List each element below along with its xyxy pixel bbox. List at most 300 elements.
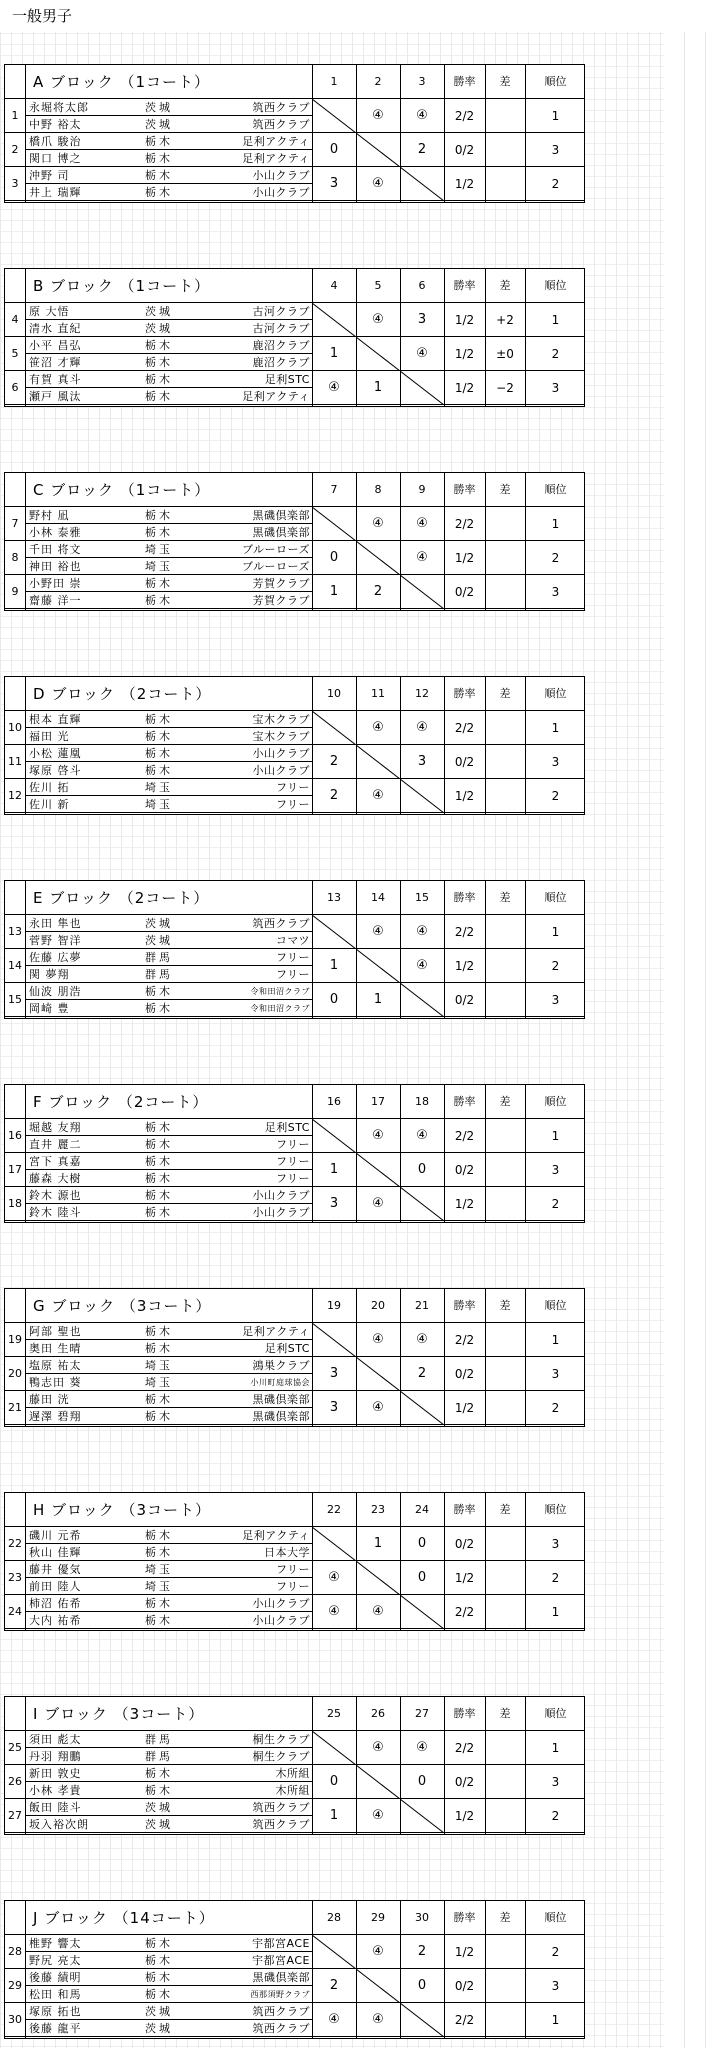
player-prefecture: 埼玉	[145, 1359, 173, 1372]
player-club: 小山クラブ	[252, 764, 310, 777]
win-rate-header: 勝率	[453, 687, 476, 700]
win-rate: 1/2	[454, 381, 475, 395]
player-name: 中野 裕太	[29, 118, 82, 131]
rank: 1	[551, 1129, 560, 1143]
player-name: 関口 博之	[29, 152, 82, 165]
pair-row	[5, 745, 584, 779]
player-prefecture: 栃木	[145, 356, 173, 369]
block-table	[4, 472, 585, 611]
player-name: 飯田 陸斗	[29, 1801, 82, 1814]
win-rate: 1/2	[454, 1401, 475, 1415]
rank: 3	[551, 1367, 560, 1381]
player-name: 菅野 智洋	[29, 934, 82, 947]
player-club: 小山クラブ	[252, 186, 310, 199]
point-diff	[485, 1799, 525, 1833]
diagonal-line	[400, 779, 444, 813]
diagonal-line	[312, 1527, 356, 1561]
player-prefecture: 埼玉	[145, 1563, 173, 1576]
win-rate: 1/2	[454, 959, 475, 973]
block-header	[5, 1085, 584, 1119]
player-name: 岡崎 豊	[29, 1002, 70, 1015]
match-score: ④	[416, 1128, 428, 1143]
player-club: 木所組	[275, 1767, 310, 1780]
point-diff: −2	[496, 381, 514, 395]
player-prefecture: 栃木	[145, 985, 173, 998]
rank-header: 順位	[544, 1707, 567, 1720]
player-prefecture: 茨城	[145, 118, 173, 131]
player-club: 宝木クラブ	[252, 730, 310, 743]
match-score: ④	[372, 1944, 384, 1959]
self-match-diagonal	[312, 303, 356, 337]
point-diff	[485, 1391, 525, 1425]
self-match-diagonal	[400, 1595, 444, 1629]
self-match-diagonal	[312, 915, 356, 949]
pair-row	[5, 1153, 584, 1187]
win-rate: 2/2	[454, 1741, 475, 1755]
player-prefecture: 埼玉	[145, 781, 173, 794]
opponent-col-header: 15	[415, 891, 429, 904]
point-diff	[485, 1595, 525, 1629]
block-name: G ブロック （3コート）	[33, 1297, 212, 1315]
pair-number: 10	[8, 721, 22, 734]
player-name: 宮下 真嘉	[29, 1155, 82, 1168]
opponent-col-header: 22	[327, 1503, 341, 1516]
rank-header: 順位	[544, 483, 567, 496]
block-name: H ブロック （3コート）	[33, 1501, 212, 1519]
point-diff	[485, 575, 525, 609]
match-score: ④	[328, 2012, 340, 2027]
self-match-diagonal	[400, 983, 444, 1017]
match-score: ④	[372, 108, 384, 123]
rank-header: 順位	[544, 1095, 567, 1108]
match-score: 3	[417, 312, 427, 327]
rank: 2	[551, 1945, 560, 1959]
diagonal-line	[312, 99, 356, 133]
player-club: 桐生クラブ	[252, 1750, 310, 1763]
player-name: 藤森 大樹	[29, 1172, 82, 1185]
player-club: 小山クラブ	[252, 1206, 310, 1219]
diagonal-line	[356, 1765, 400, 1799]
player-name: 後藤 龍平	[29, 2022, 82, 2035]
pair-number: 9	[11, 585, 19, 598]
player-name: 佐藤 広夢	[29, 951, 82, 964]
win-rate: 2/2	[454, 1333, 475, 1347]
diagonal-line	[312, 303, 356, 337]
pair-number: 24	[8, 1605, 22, 1618]
point-diff	[485, 1323, 525, 1357]
block-table	[4, 1492, 585, 1631]
match-score: ④	[372, 720, 384, 735]
pair-number: 17	[8, 1163, 22, 1176]
player-prefecture: 群馬	[145, 1750, 173, 1763]
win-rate-header: 勝率	[453, 1503, 476, 1516]
player-name: 福田 光	[29, 730, 70, 743]
pair-number: 28	[8, 1945, 22, 1958]
player-name: 根本 直輝	[29, 713, 82, 726]
player-name: 佐川 新	[29, 798, 70, 811]
pair-number: 16	[8, 1129, 22, 1142]
rank: 1	[551, 1605, 560, 1619]
pair-number: 21	[8, 1401, 22, 1414]
player-club: ブルーローズ	[241, 560, 310, 573]
diagonal-line	[356, 337, 400, 371]
self-match-diagonal	[312, 1731, 356, 1765]
pair-row	[5, 1595, 584, 1629]
player-club: 筑西クラブ	[252, 118, 310, 131]
diagonal-line	[312, 507, 356, 541]
diagonal-line	[400, 371, 444, 405]
diagonal-line	[356, 1357, 400, 1391]
match-score: ④	[328, 1604, 340, 1619]
player-name: 永堀将太郎	[29, 101, 89, 114]
diagonal-line	[312, 915, 356, 949]
match-score: ④	[328, 1570, 340, 1585]
win-rate: 1/2	[454, 313, 475, 327]
pair-row	[5, 2003, 584, 2037]
player-club: フリー	[275, 1155, 310, 1168]
match-score: 1	[329, 958, 339, 973]
match-score: ④	[328, 380, 340, 395]
player-name: 瀬戸 風汰	[29, 390, 82, 403]
player-prefecture: 栃木	[145, 526, 173, 539]
player-club: 鹿沼クラブ	[252, 356, 310, 369]
player-name: 磯川 元希	[29, 1529, 82, 1542]
opponent-col-header: 14	[371, 891, 385, 904]
opponent-col-header: 17	[371, 1095, 385, 1108]
opponent-col-header: 20	[371, 1299, 385, 1312]
player-prefecture: 栃木	[145, 1138, 173, 1151]
diagonal-line	[400, 2003, 444, 2037]
self-match-diagonal	[356, 1969, 400, 2003]
player-club: 黒磯倶楽部	[252, 1971, 310, 1984]
point-diff	[485, 1527, 525, 1561]
match-score: 0	[329, 142, 339, 157]
player-club: 黒磯倶楽部	[252, 526, 310, 539]
pair-number: 13	[8, 925, 22, 938]
block-name: A ブロック （1コート）	[33, 73, 211, 91]
player-prefecture: 栃木	[145, 1988, 173, 2001]
player-club: 木所組	[275, 1784, 310, 1797]
rank: 1	[551, 2013, 560, 2027]
pair-number: 15	[8, 993, 22, 1006]
player-club: 芳賀クラブ	[252, 594, 310, 607]
self-match-diagonal	[312, 1935, 356, 1969]
player-prefecture: 茨城	[145, 1818, 173, 1831]
match-score: 0	[417, 1570, 427, 1585]
player-name: 神田 裕也	[29, 560, 82, 573]
opponent-col-header: 1	[330, 75, 338, 88]
pair-number: 30	[8, 2013, 22, 2026]
block-header	[5, 65, 584, 99]
player-club: コマツ	[275, 934, 310, 947]
pair-row	[5, 1969, 584, 2003]
player-club: 鹿沼クラブ	[252, 339, 310, 352]
self-match-diagonal	[356, 1561, 400, 1595]
player-name: 小林 泰雅	[29, 526, 82, 539]
rank: 2	[551, 1401, 560, 1415]
match-score: ④	[372, 176, 384, 191]
player-name: 小平 昌弘	[29, 339, 82, 352]
player-prefecture: 埼玉	[145, 1580, 173, 1593]
player-club: 鴻巣クラブ	[252, 1359, 310, 1372]
diagonal-line	[400, 167, 444, 201]
rank: 1	[551, 1741, 560, 1755]
pair-row	[5, 1731, 584, 1765]
point-diff	[485, 1187, 525, 1221]
player-name: 仙波 朋浩	[29, 985, 82, 998]
player-prefecture: 栃木	[145, 713, 173, 726]
diagonal-line	[356, 745, 400, 779]
block-header	[5, 881, 584, 915]
pair-row	[5, 1799, 584, 1833]
pair-row	[5, 1561, 584, 1595]
pair-row	[5, 1391, 584, 1425]
point-diff	[485, 1969, 525, 2003]
rank: 3	[551, 381, 560, 395]
opponent-col-header: 4	[330, 279, 338, 292]
player-club: 令和田沼クラブ	[250, 987, 310, 996]
player-club: 宇都宮ACE	[252, 1954, 310, 1967]
block-table	[4, 1084, 585, 1223]
player-club: 筑西クラブ	[252, 2005, 310, 2018]
opponent-col-header: 8	[374, 483, 382, 496]
match-score: 3	[329, 176, 339, 191]
rank: 3	[551, 143, 560, 157]
player-name: 小林 孝貴	[29, 1784, 82, 1797]
win-rate: 2/2	[454, 721, 475, 735]
diagonal-line	[400, 1799, 444, 1833]
pair-row	[5, 1357, 584, 1391]
opponent-col-header: 30	[415, 1911, 429, 1924]
point-diff	[485, 711, 525, 745]
rank-header: 順位	[544, 1299, 567, 1312]
player-prefecture: 埼玉	[145, 560, 173, 573]
point-diff	[485, 1357, 525, 1391]
diagonal-line	[356, 541, 400, 575]
self-match-diagonal	[356, 949, 400, 983]
rank: 2	[551, 789, 560, 803]
diff-header: 差	[499, 1503, 511, 1516]
pair-row	[5, 575, 584, 609]
player-club: フリー	[275, 968, 310, 981]
player-name: 堀越 友翔	[29, 1121, 82, 1134]
player-club: 黒磯倶楽部	[252, 1410, 310, 1423]
rank: 2	[551, 177, 560, 191]
opponent-col-header: 28	[327, 1911, 341, 1924]
player-club: 筑西クラブ	[252, 2022, 310, 2035]
player-club: 足利STC	[264, 373, 310, 386]
player-name: 野村 凪	[29, 509, 70, 522]
player-name: 鈴木 源也	[29, 1189, 82, 1202]
player-prefecture: 群馬	[145, 1733, 173, 1746]
player-club: 桐生クラブ	[252, 1733, 310, 1746]
pair-row	[5, 1187, 584, 1221]
win-rate: 1/2	[454, 347, 475, 361]
pair-row	[5, 371, 584, 405]
match-score: ④	[416, 550, 428, 565]
win-rate: 0/2	[454, 993, 475, 1007]
player-club: 宝木クラブ	[252, 713, 310, 726]
self-match-diagonal	[400, 2003, 444, 2037]
player-name: 塚原 啓斗	[29, 764, 82, 777]
player-name: 原 大悟	[29, 305, 70, 318]
win-rate-header: 勝率	[453, 1299, 476, 1312]
diagonal-line	[400, 983, 444, 1017]
player-club: フリー	[275, 951, 310, 964]
block-header	[5, 1697, 584, 1731]
player-name: 前田 陸人	[29, 1580, 82, 1593]
match-score: ④	[372, 1128, 384, 1143]
player-prefecture: 栃木	[145, 1937, 173, 1950]
opponent-col-header: 21	[415, 1299, 429, 1312]
rank: 3	[551, 1775, 560, 1789]
match-score: ④	[416, 346, 428, 361]
win-rate: 0/2	[454, 1163, 475, 1177]
match-score: ④	[416, 516, 428, 531]
player-prefecture: 栃木	[145, 1002, 173, 1015]
player-prefecture: 栃木	[145, 730, 173, 743]
player-name: 直井 麗二	[29, 1138, 82, 1151]
player-prefecture: 栃木	[145, 1597, 173, 1610]
block-table	[4, 880, 585, 1019]
match-score: 2	[417, 1944, 427, 1959]
match-score: 1	[373, 1536, 383, 1551]
self-match-diagonal	[356, 133, 400, 167]
player-name: 藤井 優気	[29, 1563, 82, 1576]
player-prefecture: 茨城	[145, 322, 173, 335]
player-club: 小山クラブ	[252, 1614, 310, 1627]
match-score: 1	[329, 346, 339, 361]
pair-number: 22	[8, 1537, 22, 1550]
player-prefecture: 栃木	[145, 1410, 173, 1423]
diff-header: 差	[499, 1299, 511, 1312]
opponent-col-header: 27	[415, 1707, 429, 1720]
player-club: 筑西クラブ	[252, 1801, 310, 1814]
win-rate-header: 勝率	[453, 1095, 476, 1108]
self-match-diagonal	[312, 507, 356, 541]
player-name: 小松 蓮凰	[29, 747, 82, 760]
player-name: 塩原 祐太	[29, 1359, 82, 1372]
player-name: 野尻 亮太	[29, 1954, 82, 1967]
player-club: 筑西クラブ	[252, 1818, 310, 1831]
player-club: 西那須野クラブ	[250, 1990, 310, 1999]
player-prefecture: 栃木	[145, 1784, 173, 1797]
diagonal-line	[312, 1119, 356, 1153]
self-match-diagonal	[356, 745, 400, 779]
player-club: 小山クラブ	[252, 169, 310, 182]
opponent-col-header: 13	[327, 891, 341, 904]
diagonal-line	[356, 1153, 400, 1187]
opponent-col-header: 10	[327, 687, 341, 700]
block-header	[5, 677, 584, 711]
player-prefecture: 栃木	[145, 373, 173, 386]
self-match-diagonal	[400, 1799, 444, 1833]
win-rate: 0/2	[454, 755, 475, 769]
player-club: フリー	[275, 781, 310, 794]
pair-row	[5, 1527, 584, 1561]
player-name: 千田 将文	[29, 543, 82, 556]
match-score: ④	[372, 516, 384, 531]
player-club: フリー	[275, 1563, 310, 1576]
win-rate-header: 勝率	[453, 891, 476, 904]
self-match-diagonal	[312, 99, 356, 133]
match-score: 1	[329, 1808, 339, 1823]
match-score: 3	[329, 1400, 339, 1415]
pair-row	[5, 337, 584, 371]
diff-header: 差	[499, 891, 511, 904]
player-name: 坂入裕次朗	[29, 1818, 89, 1831]
match-score: ④	[416, 958, 428, 973]
self-match-diagonal	[400, 1391, 444, 1425]
diff-header: 差	[499, 1707, 511, 1720]
match-score: ④	[372, 924, 384, 939]
rank-header: 順位	[544, 891, 567, 904]
player-name: 齋藤 洋一	[29, 594, 82, 607]
pair-number: 4	[11, 313, 19, 326]
opponent-col-header: 9	[418, 483, 426, 496]
pair-number: 12	[8, 789, 22, 802]
rank: 3	[551, 1537, 560, 1551]
point-diff	[485, 1935, 525, 1969]
match-score: 2	[417, 1366, 427, 1381]
player-name: 佐川 拓	[29, 781, 70, 794]
win-rate: 1/2	[454, 1809, 475, 1823]
match-score: ④	[372, 1808, 384, 1823]
block-header	[5, 1289, 584, 1323]
self-match-diagonal	[400, 167, 444, 201]
win-rate: 0/2	[454, 143, 475, 157]
player-name: 椎野 響太	[29, 1937, 82, 1950]
player-name: 後藤 績明	[29, 1971, 82, 1984]
diagonal-line	[312, 1935, 356, 1969]
diagonal-line	[312, 711, 356, 745]
point-diff	[485, 983, 525, 1017]
player-club: 古河クラブ	[252, 322, 310, 335]
pair-row	[5, 303, 584, 337]
point-diff	[485, 745, 525, 779]
opponent-col-header: 6	[418, 279, 426, 292]
block-header	[5, 473, 584, 507]
player-club: フリー	[275, 798, 310, 811]
block-name: J ブロック （14コート）	[33, 1909, 215, 1927]
rank: 3	[551, 755, 560, 769]
block-table	[4, 1696, 585, 1835]
match-score: 0	[417, 1536, 427, 1551]
player-prefecture: 栃木	[145, 764, 173, 777]
player-name: 鈴木 陸斗	[29, 1206, 82, 1219]
rank: 1	[551, 109, 560, 123]
player-prefecture: 栃木	[145, 1342, 173, 1355]
player-prefecture: 茨城	[145, 2005, 173, 2018]
win-rate-header: 勝率	[453, 1911, 476, 1924]
player-name: 笹沼 才輝	[29, 356, 82, 369]
opponent-col-header: 18	[415, 1095, 429, 1108]
win-rate: 1/2	[454, 1945, 475, 1959]
rank: 2	[551, 959, 560, 973]
match-score: 1	[373, 380, 383, 395]
point-diff	[485, 1765, 525, 1799]
diagonal-line	[312, 1731, 356, 1765]
point-diff	[485, 507, 525, 541]
pair-number: 14	[8, 959, 22, 972]
match-score: ④	[372, 1196, 384, 1211]
pair-number: 5	[11, 347, 19, 360]
diff-header: 差	[499, 483, 511, 496]
pair-row	[5, 541, 584, 575]
rank: 3	[551, 1163, 560, 1177]
match-score: 2	[373, 584, 383, 599]
win-rate: 1/2	[454, 1571, 475, 1585]
